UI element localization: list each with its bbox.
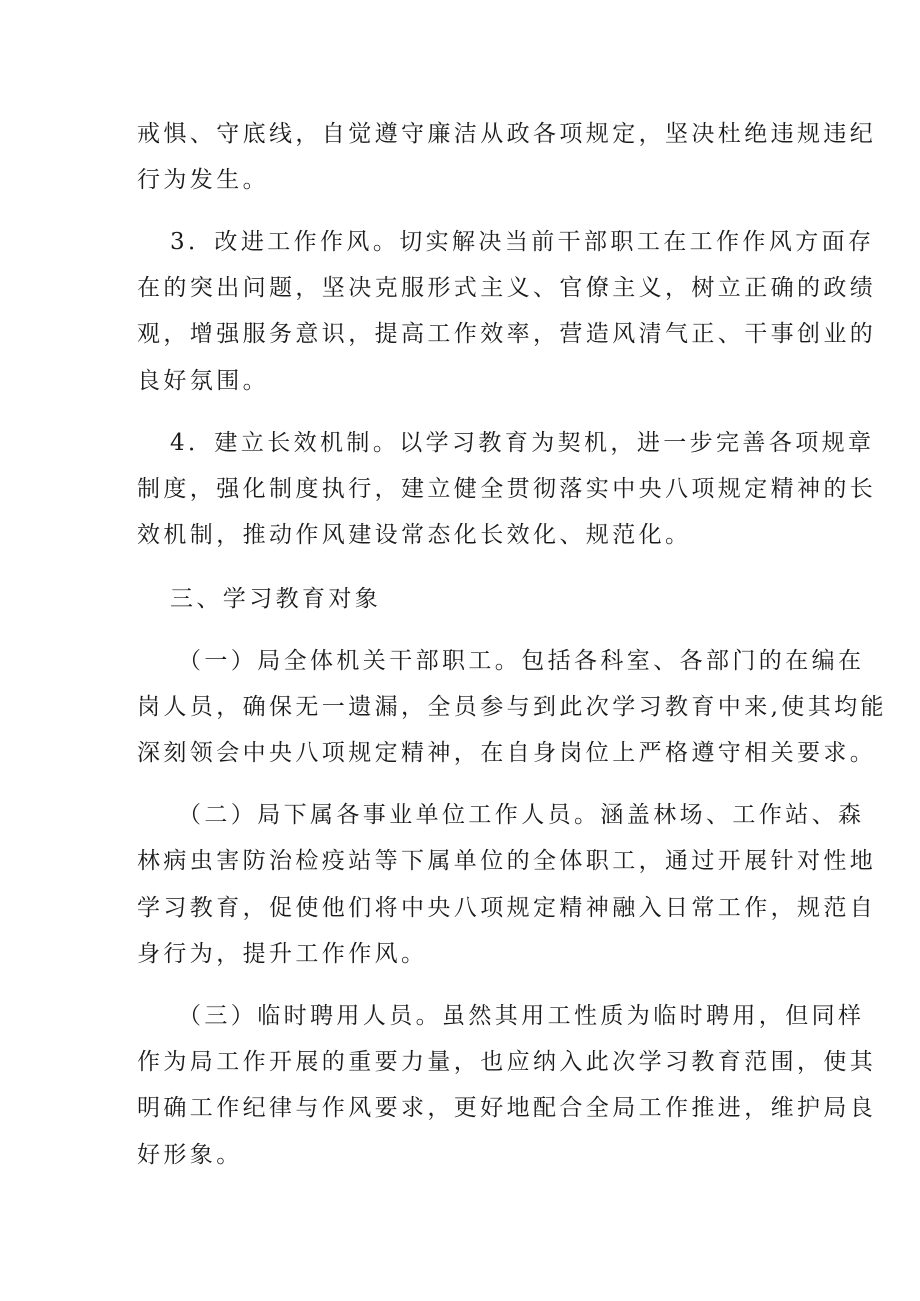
paragraph-line: 岗人员，确保无一遗漏，全员参与到此次学习教育中来,使其均能: [137, 694, 887, 720]
paragraph-line: 制度，强化制度执行，建立健全贯彻落实中央八项规定精神的长: [137, 476, 877, 502]
paragraph-line: 观，增强服务意识，提高工作效率，营造风清气正、干事创业的: [137, 321, 877, 347]
paragraph-line: 在的突出问题，坚决克服形式主义、官僚主义，树立正确的政绩: [137, 275, 877, 301]
paragraph-line: 戒惧、守底线，自觉遵守廉洁从政各项规定，坚决杜绝违规违纪: [137, 121, 877, 147]
paragraph-line: 林病虫害防治检疫站等下属单位的全体职工，通过开展针对性地: [137, 848, 877, 874]
paragraph-line: 效机制，推动作风建设常态化长效化、规范化。: [137, 522, 692, 548]
paragraph-line: 作为局工作开展的重要力量，也应纳入此次学习教育范围，使其: [137, 1049, 877, 1075]
paragraph-line: 学习教育，促使他们将中央八项规定精神融入日常工作，规范自: [137, 895, 877, 921]
section-heading: 三、学习教育对象: [170, 586, 382, 612]
item-3-heading-line: 3．改进工作作风。切实解决当前干部职工在工作作风方面存: [170, 229, 875, 255]
subsection-2-line: （二）局下属各事业单位工作人员。涵盖林场、工作站、森: [178, 802, 865, 828]
paragraph-line: 深刻领会中央八项规定精神，在自身岗位上严格遵守相关要求。: [137, 740, 877, 766]
subsection-3-line: （三）临时聘用人员。虽然其用工性质为临时聘用，但同样: [178, 1003, 865, 1029]
item-4-heading-line: 4．建立长效机制。以学习教育为契机，进一步完善各项规章: [170, 430, 875, 456]
subsection-1-line: （一）局全体机关干部职工。包括各科室、各部门的在编在: [178, 648, 865, 674]
paragraph-line: 好形象。: [137, 1142, 243, 1168]
paragraph-line: 良好氛围。: [137, 368, 269, 394]
paragraph-line: 身行为，提升工作作风。: [137, 941, 428, 967]
paragraph-line: 行为发生。: [137, 167, 269, 193]
paragraph-line: 明确工作纪律与作风要求，更好地配合全局工作推进，维护局良: [137, 1095, 877, 1121]
